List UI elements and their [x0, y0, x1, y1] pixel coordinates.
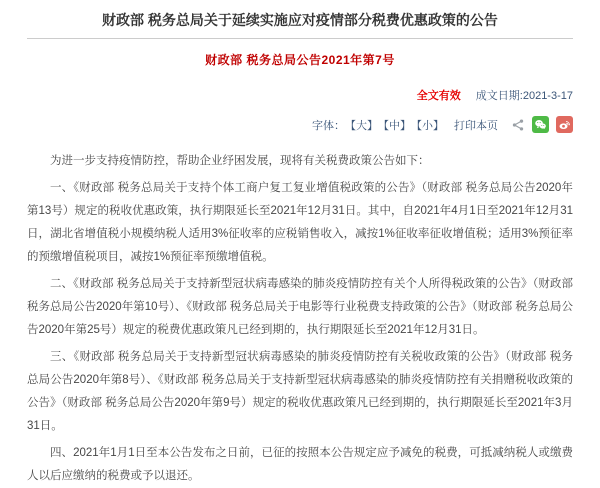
- page-toolbar: [27, 116, 573, 133]
- validity-status: 全文有效: [416, 90, 461, 102]
- body-paragraph: 二、《财政部 税务总局关于支持新型冠状病毒感染的肺炎疫情防控有关个人所得税政策的公告》（财政部 税务总局公告2020年第10号）、《财政部 税务总局关于电影等行业税费支持政策的公告》（财政部 税务总局公告2020年第25号）规定的税费优惠政策凡已经到期的，执行期限延长至2021年12月31日。: [27, 278, 573, 336]
- wechat-icon[interactable]: [532, 116, 549, 133]
- title-divider: [27, 38, 573, 39]
- font-large-button[interactable]: 【大】: [345, 119, 378, 132]
- issue-date: 成文日期:2021-3-17: [475, 90, 573, 102]
- font-medium-button[interactable]: 【中】: [378, 119, 411, 132]
- font-small-button[interactable]: 【小】: [411, 119, 444, 132]
- body-paragraph: 一、《财政部 税务总局关于支持个体工商户复工复业增值税政策的公告》（财政部 税务总局公告2020年第13号）规定的税收优惠政策，执行期限延长至2021年12月31日。其中，自2021年4月1日至2021年12月31日，湖北省增值税小规模纳税人适用3%征收率的应税销售收入，减按1%征收率征收增值税；适用3%预征率的预缴增值税项目，减按1%预征率预缴增值税。: [27, 182, 573, 263]
- meta-row: [27, 87, 573, 103]
- body-paragraph: 四、2021年1月1日至本公告发布之日前，已征的按照本公告规定应予减免的税费，可抵减纳税人或缴费人以后应缴纳的税费或予以退还。: [27, 447, 573, 482]
- doc-number: 财政部 税务总局公告2021年第7号: [205, 53, 395, 67]
- font-size-label: 字体：: [312, 119, 345, 132]
- share-icon[interactable]: [511, 118, 525, 132]
- body-paragraph: 为进一步支持疫情防控，帮助企业纾困发展，现将有关税费政策公告如下：: [50, 155, 430, 167]
- print-button[interactable]: 打印本页: [454, 119, 498, 132]
- announcement-body: [27, 150, 573, 488]
- page-title: 财政部 税务总局关于延续实施应对疫情部分税费优惠政策的公告: [102, 12, 498, 28]
- weibo-icon[interactable]: [556, 116, 573, 133]
- body-paragraph: 三、《财政部 税务总局关于支持新型冠状病毒感染的肺炎疫情防控有关税收政策的公告》（财政部 税务总局公告2020年第8号）、《财政部 税务总局关于支持新型冠状病毒感染的肺炎疫情防控有关捐赠税收政策的公告》（财政部 税务总局公告2020年第9号）规定的税收优惠政策凡已经到期的，执行期限延长至2021年3月31日。: [27, 351, 573, 432]
